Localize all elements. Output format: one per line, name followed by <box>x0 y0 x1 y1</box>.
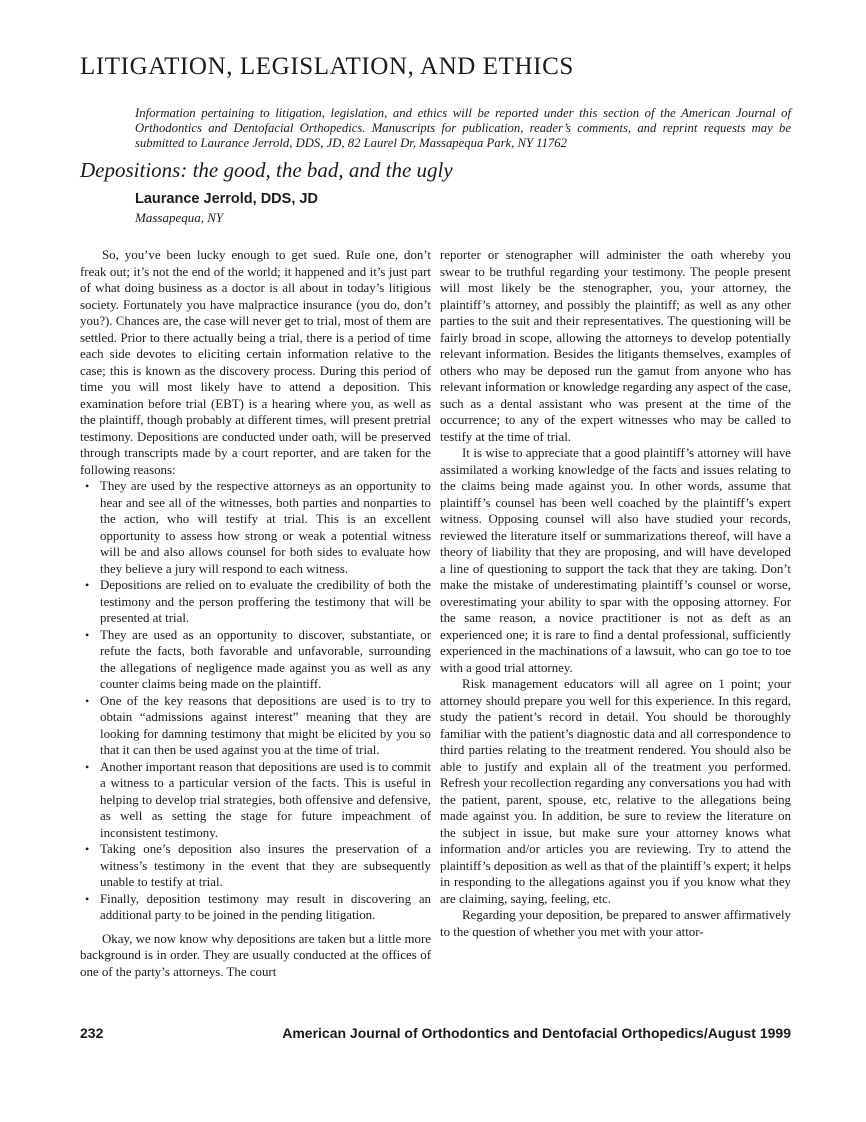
paragraph-risk-management: Risk management educators will all agree on 1 point; your attorney should prepare you well for this experience. In this regard, study the patient’s record in detail. You should be thoroughly familiar with the patient’s diagnostic data and all correspondence to third parties relating to the treatment rendered. You should also be able to justify and explain all of the treatment you performed. Refresh your recollection regarding any conversations you had with the patient, parent, spouse, etc, relative to the allegations being made against you. In addition, be sure to review the literature on the subject in issue, but make sure your attorney knows what information and/or articles you are reviewing. Try to attend the plaintiff’s deposition as well as that of the plaintiff’s expert; it helps in responding to the allegations against you if you know what they are claiming, saying, feeling, etc. <box>440 677 791 906</box>
journal-title-footer: American Journal of Orthodontics and Dentofacial Orthopedics/August 1999 <box>282 1025 791 1041</box>
left-column <box>80 247 431 1025</box>
paragraph-continuation: reporter or stenographer will administer the oath whereby you swear to be truthful regarding your testimony. The people present will most likely be the stenographer, you, your attorney, the plaintiff’s attorney, and possibly the plaintiff; as well as any other parties to the suit and their representatives. The questioning will be fairly broad in scope, allowing the attorneys to develop potentially relevant information. Besides the litigants themselves, examples of others who may be deposed run the gamut from anyone who has relevant information or knowledge regarding any aspect of the case, such as a dental assistant who was present at the time of the occurrence; to any of the expert witnesses who may be called to testify at the time of trial. <box>440 248 791 444</box>
paragraph-background: Okay, we now know why depositions are taken but a little more background is in order. They are usually conducted at the offices of one of the party’s attorneys. The court <box>80 931 431 979</box>
list-item: • Finally, deposition testimony may result in discovering an additional party to be joined in the pending litigation. <box>80 891 431 924</box>
list-item: • Depositions are relied on to evaluate the credibility of both the testimony and the person proffering the testimony that will be presented at trial. <box>80 577 431 627</box>
author-name: Laurance Jerrold, DDS, JD <box>135 191 318 207</box>
list-item: • One of the key reasons that depositions are used is to try to obtain “admissions against interest” meaning that they are looking for damning testimony that might be elicited by you so that it can then be used against you at the time of trial. <box>80 693 431 759</box>
page-footer <box>80 1025 791 1041</box>
page-number: 232 <box>80 1025 104 1041</box>
deposition-reasons-list <box>80 478 431 924</box>
right-column <box>440 247 791 1025</box>
paragraph-plaintiff-attorney: It is wise to appreciate that a good plaintiff’s attorney will have assimilated a working knowledge of the facts and issues relating to the claims being made against you. In other words, assume that plaintiff’s counsel has been well coached by the plaintiff’s expert witness. Opposing counsel will also have studied your records, reviewed the literature itself or summarizations thereof, will have a theory of liability that they are proposing, and will have developed a line of questioning to support the tack that they are taking. Don’t make the mistake of underestimating plaintiff’s counsel or worse, overestimating your ability to spar with the opposing attorney. For the same reason, a novice practitioner is not as deft as an experienced one; it is rare to find a dental professional, sufficiently experienced in the machinations of a lawsuit, who can go toe to toe with a good trial attorney. <box>440 446 791 675</box>
article-body <box>80 247 791 1025</box>
editorial-note: Information pertaining to litigation, legislation, and ethics will be reported under this section of the American Journal of Orthodontics and Dentofacial Orthopedics. Manuscripts for publication, reader’s comments, and reprint requests may be submitted to Laurance Jerrold, DDS, JD, 82 Laurel Dr, Massapequa Park, NY 11762 <box>135 106 791 150</box>
paragraph-your-deposition: Regarding your deposition, be prepared to answer affirmatively to the question of whether you met with your attor- <box>440 908 791 939</box>
list-item: • They are used as an opportunity to discover, substantiate, or refute the facts, both favorable and unfavorable, surrounding the allegations of negligence made against you as well as any counter claims being made on the plaintiff. <box>80 627 431 693</box>
paragraph-intro: So, you’ve been lucky enough to get sued. Rule one, don’t freak out; it’s not the end of the world; it happened and it’s just part of what doing business as a doctor is all about in today’s litigious society. Fortunately you have malpractice insurance (you do, don’t you?). Chances are, the case will never get to trial, most of them are settled. Prior to there actually being a trial, there is a period of time each side devotes to eliciting certain information relative to the case; this is known as the discovery process. During this period of time you will most likely have to attend a deposition. This examination before trial (EBT) is a hearing where you, as well as the plaintiff, though probably at different times, will present pretrial testimony. Depositions are conducted under oath, will be preserved through transcripts made by a court reporter, and are taken for the following reasons: <box>80 248 431 477</box>
list-item: • Another important reason that depositions are used is to commit a witness to a particular version of the facts. This is useful in helping to develop trial strategies, both offensive and defensive, as well as setting the stage for future impeachment of inconsistent testimony. <box>80 759 431 842</box>
section-title: LITIGATION, LEGISLATION, AND ETHICS <box>80 53 574 80</box>
article-title: Depositions: the good, the bad, and the ugly <box>80 158 453 182</box>
list-item: • Taking one’s deposition also insures the preservation of a witness’s testimony in the event that they are subsequently unable to testify at trial. <box>80 841 431 891</box>
list-item: • They are used by the respective attorneys as an opportunity to hear and see all of the witnesses, both parties and nonparties to the action, who will testify at trial. This is an excellent opportunity to assess how strong or weak a potential witness will be and also allows counsel for both sides to evaluate how they believe a jury will respond to each witness. <box>80 478 431 577</box>
author-location: Massapequa, NY <box>135 210 224 225</box>
